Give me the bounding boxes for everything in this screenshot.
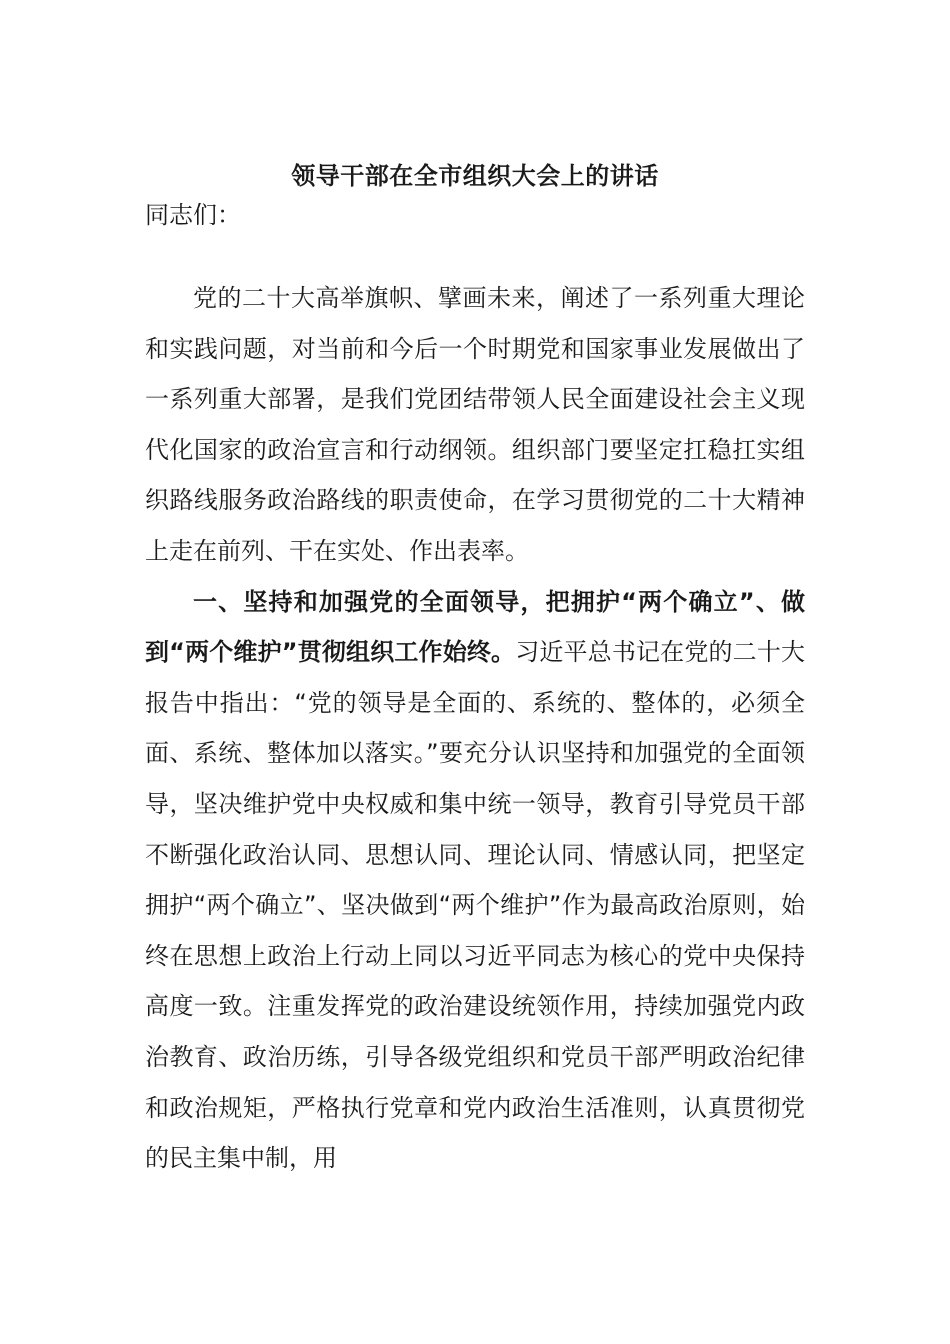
section-heading-one: 一、坚持和加强党的全面领导，把拥护“两个确立”、做到“两个维护”贯彻组织工作始终。	[145, 587, 805, 667]
document-body	[145, 273, 805, 1184]
document-title: 领导干部在全市组织大会上的讲话	[291, 162, 659, 190]
salutation: 同志们：	[145, 201, 241, 229]
paragraph-intro	[145, 273, 805, 577]
paragraph-section-one	[145, 577, 805, 1184]
paragraph-text: 习近平总书记在党的二十大报告中指出：“党的领导是全面的、系统的、整体的，必须全面、系统、整体加以落实。”要充分认识坚持和加强党的全面领导，坚决维护党中央权威和集中统一领导，教育引导党员干部不断强化政治认同、思想认同、理论认同、情感认同，把坚定拥护“两个确立”、坚决做到“两个维护”作为最高政治原则，始终在思想上政治上行动上同以习近平同志为核心的党中央保持高度一致。注重发挥党的政治建设统领作用，持续加强党内政治教育、政治历练，引导各级党组织和党员干部严明政治纪律和政治规矩，严格执行党章和党内政治生活准则，认真贯彻党的民主集中制，用	[145, 638, 806, 1173]
paragraph-text: 党的二十大高举旗帜、擘画未来，阐述了一系列重大理论和实践问题，对当前和今后一个时期党和国家事业发展做出了一系列重大部署，是我们党团结带领人民全面建设社会主义现代化国家的政治宣言和行动纲领。组织部门要坚定扛稳扛实组织路线服务政治路线的职责使命，在学习贯彻党的二十大精神上走在前列、干在实处、作出表率。	[145, 284, 805, 565]
